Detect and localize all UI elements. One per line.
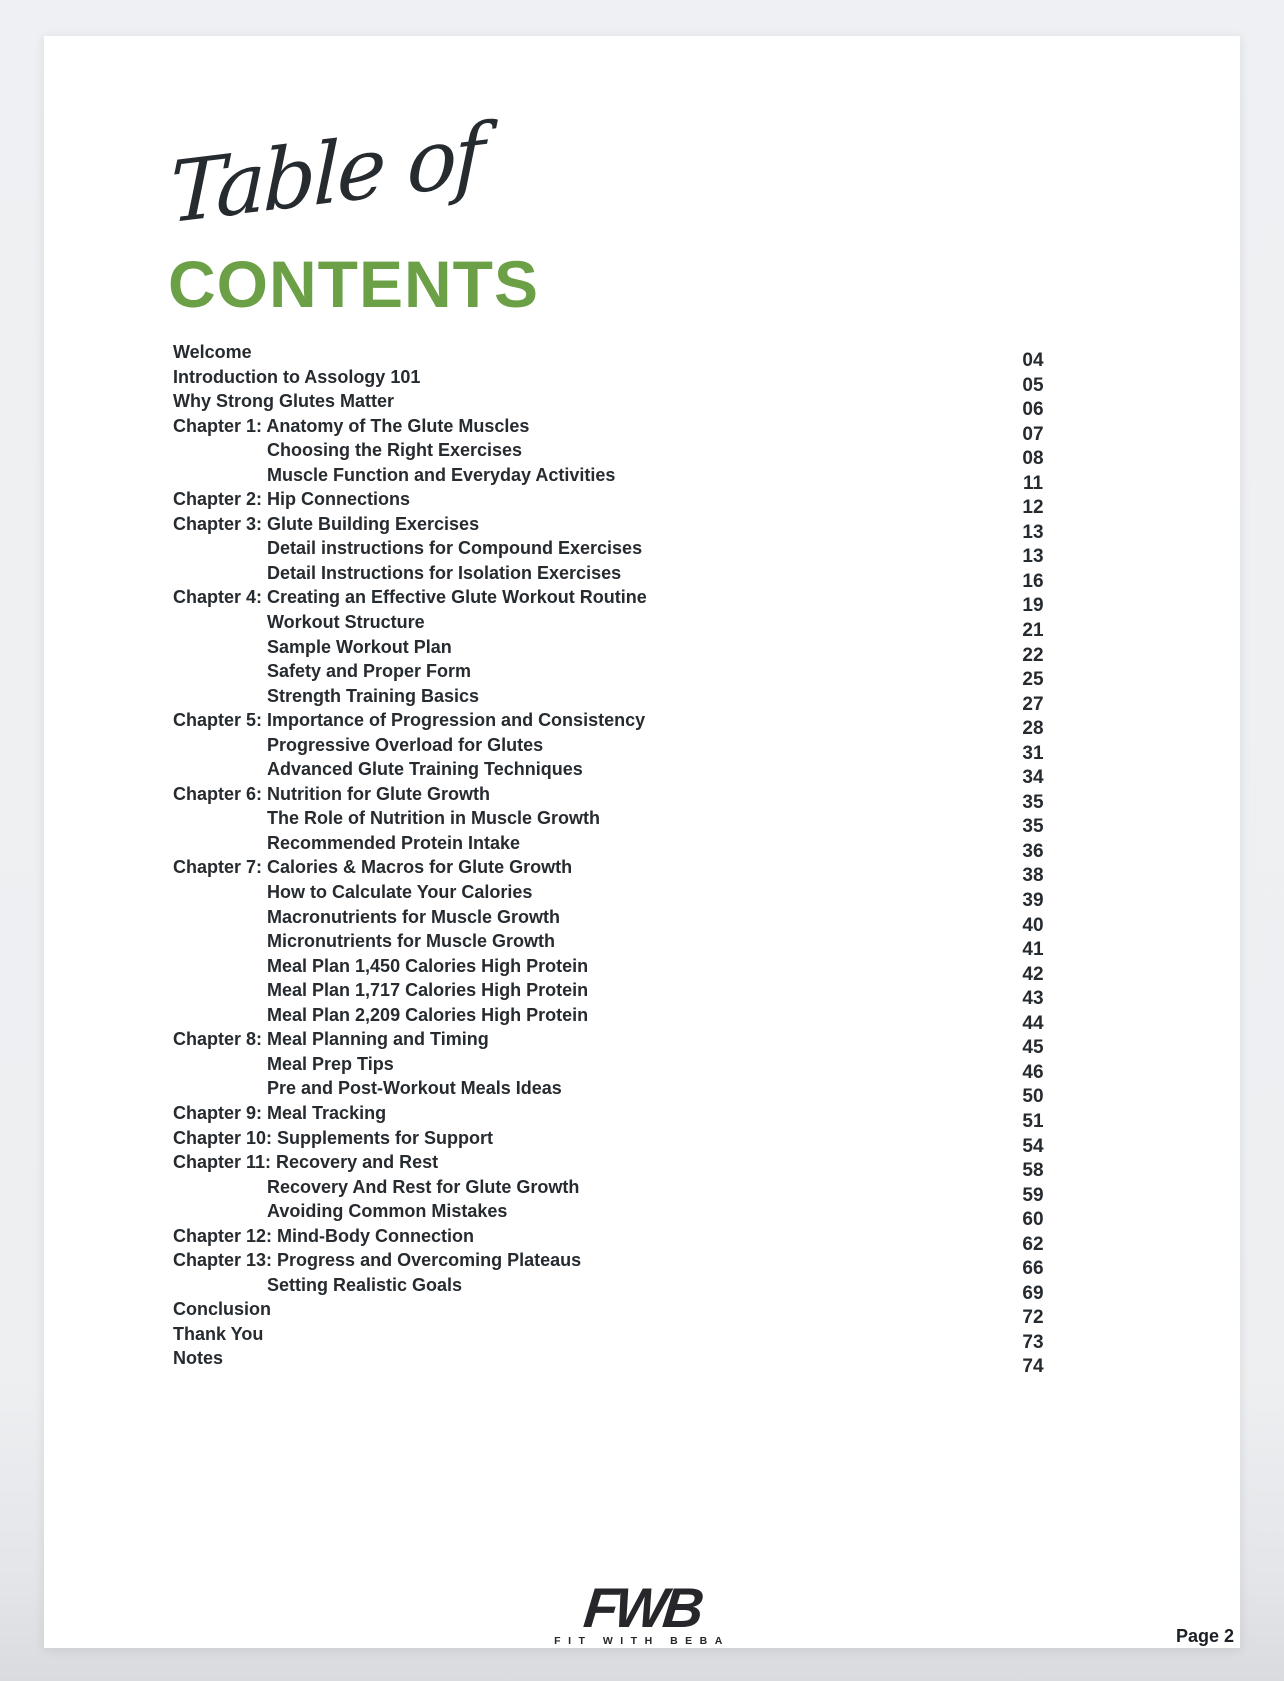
toc-page-number: 19: [1022, 595, 1044, 617]
toc-page-number: 73: [1022, 1331, 1044, 1353]
toc-page-number: 06: [1022, 399, 1044, 421]
toc-entry: Chapter 3: Glute Building Exercises: [173, 513, 480, 534]
toc-entry: Recovery And Rest for Glute Growth: [267, 1176, 580, 1197]
toc-page-number: 27: [1022, 693, 1044, 715]
toc-entry: Recommended Protein Intake: [267, 832, 521, 853]
toc-page-number: 38: [1022, 865, 1044, 887]
toc-page-number: 13: [1022, 521, 1044, 543]
toc-page-number: 60: [1022, 1209, 1044, 1231]
toc-entry: Thank You: [173, 1323, 264, 1344]
toc-page-number: 28: [1022, 718, 1044, 740]
toc-entry: Chapter 2: Hip Connections: [173, 489, 411, 510]
brand-logo: [554, 1576, 730, 1647]
toc-entry: Welcome: [173, 342, 252, 362]
toc-page-number: 31: [1022, 742, 1044, 764]
toc-entry: Conclusion: [173, 1299, 271, 1320]
toc-page-number: 44: [1022, 1012, 1044, 1034]
toc-entry: Workout Structure: [267, 612, 425, 633]
toc-page-number: 34: [1022, 767, 1044, 789]
toc-page-number: 08: [1022, 448, 1044, 470]
toc-entry: Setting Realistic Goals: [267, 1274, 463, 1295]
toc-entry: Meal Plan 1,450 Calories High Protein: [267, 955, 589, 976]
toc-entry: Detail instructions for Compound Exercises: [267, 538, 643, 559]
toc-entry: Advanced Glute Training Techniques: [267, 759, 583, 780]
toc-page-number: 51: [1022, 1110, 1044, 1132]
toc-entry: Safety and Proper Form: [267, 661, 472, 682]
toc-entry: Micronutrients for Muscle Growth: [267, 931, 556, 952]
toc-page-number: 42: [1022, 963, 1044, 985]
toc-entry: Muscle Function and Everyday Activities: [267, 464, 616, 485]
toc-entry: Chapter 11: Recovery and Rest: [173, 1152, 439, 1173]
toc-page-number: 35: [1022, 791, 1044, 813]
toc-entry: Chapter 1: Anatomy of The Glute Muscles: [173, 415, 530, 436]
toc-entry: Strength Training Basics: [267, 685, 480, 706]
toc-page-number: 16: [1022, 570, 1044, 592]
toc-entry: Avoiding Common Mistakes: [267, 1201, 508, 1222]
toc-page-number: 13: [1022, 546, 1044, 568]
toc-page-number: 36: [1022, 840, 1044, 862]
toc-page-number: 74: [1022, 1356, 1044, 1378]
fwb-logo-subtext: FIT WITH BEBA: [554, 1635, 730, 1647]
toc-entry: Notes: [173, 1348, 224, 1369]
toc-page: [44, 36, 1240, 1648]
toc-page-number: 45: [1022, 1037, 1044, 1059]
toc-entry: Pre and Post-Workout Meals Ideas: [267, 1078, 562, 1099]
toc-page-number: 43: [1022, 988, 1044, 1010]
toc-page-number: 22: [1022, 644, 1044, 666]
toc-entry: Sample Workout Plan: [267, 636, 452, 657]
toc-page-number: 25: [1022, 669, 1044, 691]
title-script: Table of: [169, 105, 483, 243]
toc-page-number: 50: [1022, 1086, 1044, 1108]
table-of-contents: [173, 340, 1133, 1400]
toc-entry: The Role of Nutrition in Muscle Growth: [267, 808, 600, 829]
toc-entry-list: [173, 340, 873, 1371]
toc-page-number: 39: [1022, 890, 1044, 912]
toc-page-number: 05: [1022, 374, 1044, 396]
toc-page-number-list: [1011, 349, 1055, 1380]
toc-entry: Chapter 10: Supplements for Support: [173, 1127, 494, 1148]
toc-entry: How to Calculate Your Calories: [267, 882, 533, 903]
toc-entry: Chapter 4: Creating an Effective Glute Workout Routine: [173, 587, 647, 608]
title-contents: CONTENTS: [168, 247, 539, 321]
fwb-logo-text: FWB: [580, 1576, 704, 1639]
toc-page-number: 59: [1022, 1184, 1044, 1206]
page-number-label: Page 2: [1176, 1626, 1235, 1646]
toc-entry: Choosing the Right Exercises: [267, 440, 523, 461]
toc-page-number: 66: [1022, 1258, 1044, 1280]
toc-entry: Progressive Overload for Glutes: [267, 734, 544, 755]
toc-page-number: 41: [1022, 939, 1044, 961]
toc-entry: Macronutrients for Muscle Growth: [267, 906, 561, 927]
toc-page-number: 69: [1022, 1282, 1044, 1304]
toc-page-number: 72: [1022, 1307, 1044, 1329]
toc-entry: Chapter 8: Meal Planning and Timing: [173, 1029, 489, 1050]
toc-entry: Chapter 7: Calories & Macros for Glute Growth: [173, 857, 573, 878]
toc-entry: Meal Plan 2,209 Calories High Protein: [267, 1004, 589, 1025]
toc-page-number: 58: [1022, 1160, 1044, 1182]
toc-entry: Chapter 5: Importance of Progression and Consistency: [173, 710, 646, 731]
toc-entry: Chapter 9: Meal Tracking: [173, 1102, 387, 1123]
toc-page-number: 21: [1022, 620, 1044, 642]
toc-page-number: 46: [1022, 1061, 1044, 1083]
toc-entry: Chapter 13: Progress and Overcoming Plateaus: [173, 1250, 582, 1271]
toc-entry: Introduction to Assology 101: [173, 366, 421, 387]
toc-entry: Why Strong Glutes Matter: [173, 391, 395, 412]
toc-entry: Chapter 6: Nutrition for Glute Growth: [173, 783, 490, 804]
toc-entry: Detail Instructions for Isolation Exercises: [267, 562, 622, 583]
toc-page-number: 11: [1022, 472, 1044, 494]
toc-page-number: 12: [1022, 497, 1044, 519]
toc-page-number: 04: [1022, 350, 1044, 371]
toc-page-number: 40: [1022, 914, 1044, 936]
toc-entry: Chapter 12: Mind-Body Connection: [173, 1225, 474, 1246]
toc-entry: Meal Prep Tips: [267, 1053, 394, 1074]
toc-page-number: 35: [1022, 816, 1044, 838]
toc-page-number: 54: [1022, 1135, 1044, 1157]
toc-page-number: 07: [1022, 423, 1044, 445]
toc-page-number: 62: [1022, 1233, 1044, 1255]
toc-entry: Meal Plan 1,717 Calories High Protein: [267, 980, 589, 1001]
